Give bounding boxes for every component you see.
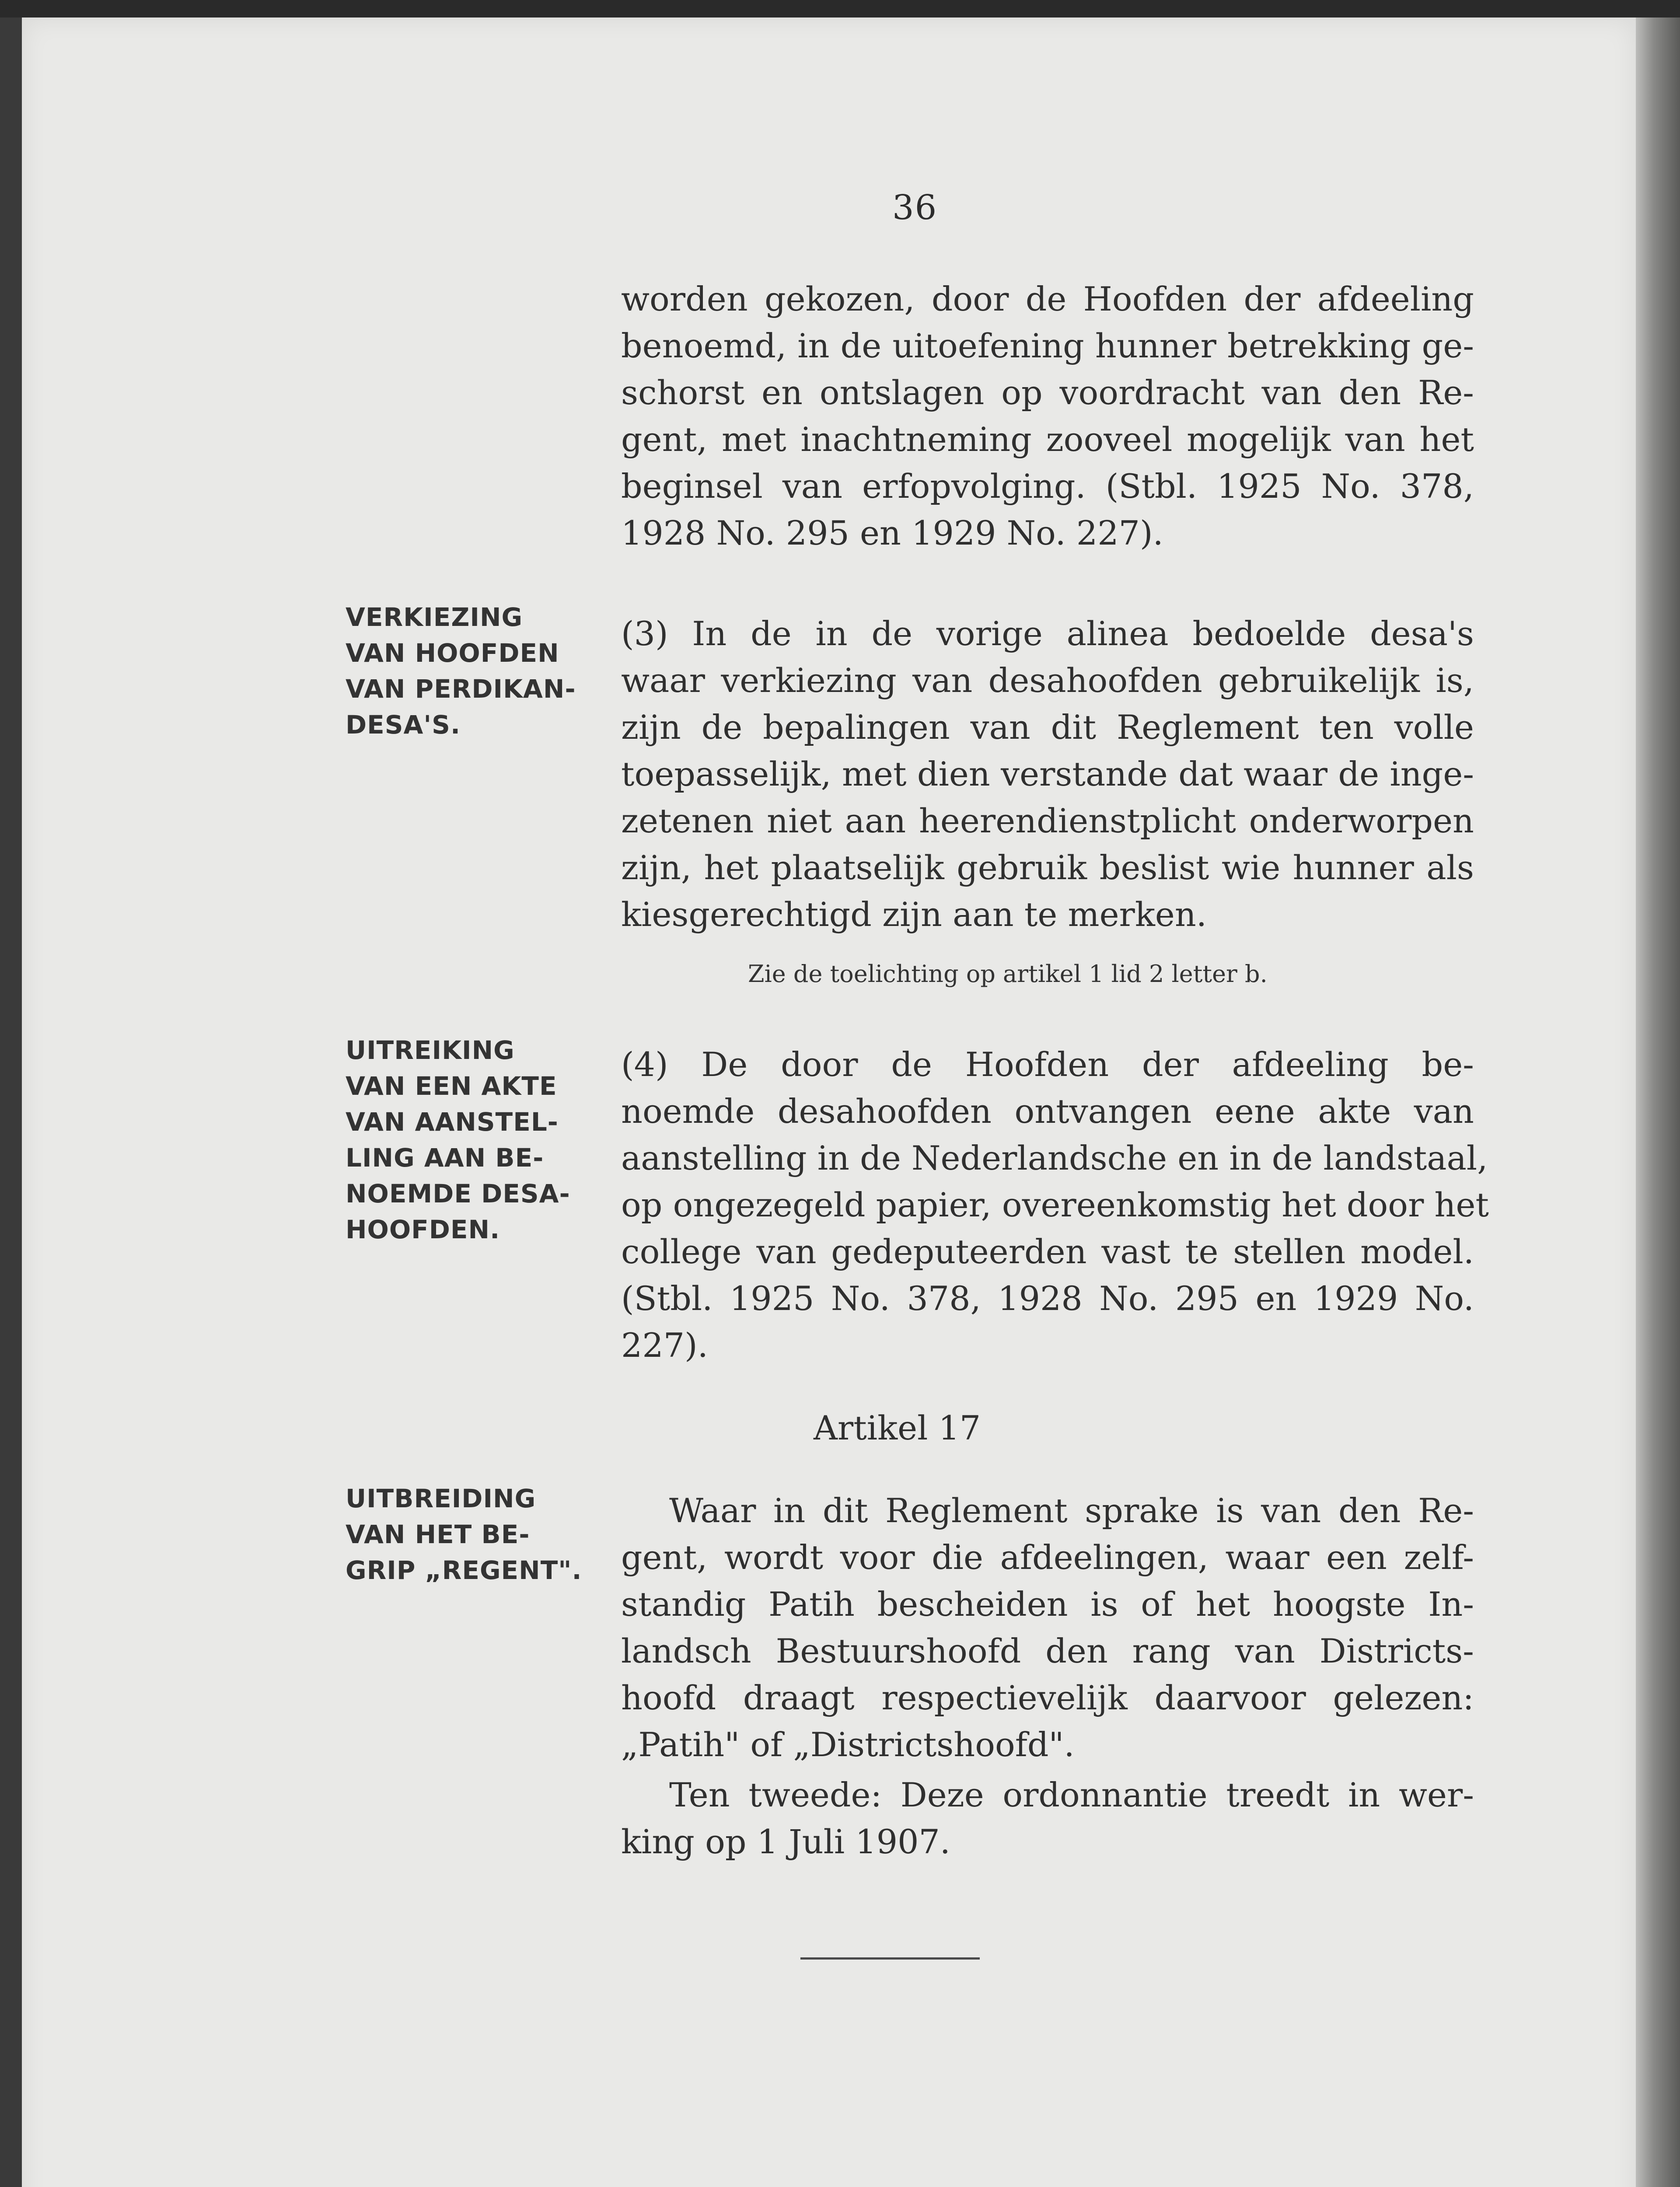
margin-note-line: VAN PERDIKAN-: [346, 674, 576, 704]
paragraph-4: [621, 1487, 1474, 1768]
margin-note-line: VAN HET BE-: [346, 1520, 530, 1549]
text-line: op ongezegeld papier, overeenkomstig het door het: [621, 1185, 1489, 1224]
paragraph-2: [621, 610, 1474, 938]
margin-note-line: GRIP „REGENT".: [346, 1555, 582, 1585]
text-line: worden gekozen, door de Hoofden der afdeeling: [621, 279, 1474, 318]
margin-note-line: VAN HOOFDEN: [346, 638, 559, 668]
margin-note-line: VAN EEN AKTE: [346, 1071, 557, 1101]
page-number: 36: [892, 188, 938, 227]
page-edge: [1636, 17, 1680, 2187]
margin-note-uitreiking: [346, 1032, 617, 1247]
text-line: schorst en ontslagen op voordracht van den Re-: [621, 373, 1474, 412]
text-line: gent, wordt voor die afdeelingen, waar een zelf-: [621, 1538, 1474, 1577]
end-rule: [800, 1957, 980, 1960]
text-line: toepasselijk, met dien verstande dat waar de inge-: [621, 755, 1474, 793]
margin-note-line: NOEMDE DESA-: [346, 1179, 570, 1209]
text-line: standig Patih bescheiden is of het hoogste In-: [621, 1585, 1474, 1624]
text-line: hoofd draagt respectievelijk daarvoor gelezen:: [621, 1678, 1474, 1717]
text-line: 1928 No. 295 en 1929 No. 227).: [621, 514, 1163, 552]
margin-note-line: VERKIEZING: [346, 602, 523, 632]
text-line: (4) De door de Hoofden der afdeeling be-: [621, 1045, 1474, 1084]
text-line: zijn de bepalingen van dit Reglement ten volle: [621, 708, 1474, 747]
text-line: kiesgerechtigd zijn aan te merken.: [621, 895, 1207, 934]
text-line: „Patih" of „Districtshoofd".: [621, 1725, 1075, 1764]
text-line: aanstelling in de Nederlandsche en in de landstaal,: [621, 1139, 1488, 1177]
text-line: (Stbl. 1925 No. 378, 1928 No. 295 en 1929 No.: [621, 1279, 1474, 1318]
text-line: zetenen niet aan heerendienstplicht onderworpen: [621, 801, 1474, 840]
margin-note-uitbreiding: [346, 1481, 617, 1588]
reference-note: Zie de toelichting op artikel 1 lid 2 letter b.: [748, 960, 1268, 988]
margin-note-line: UITBREIDING: [346, 1484, 536, 1513]
text-line: Waar in dit Reglement sprake is van den Re-: [669, 1491, 1474, 1530]
paragraph-5: [621, 1771, 1474, 1865]
text-line: beginsel van erfopvolging. (Stbl. 1925 No. 378,: [621, 467, 1474, 506]
text-line: college van gedeputeerden vast te stellen model.: [621, 1232, 1474, 1271]
margin-note-line: DESA'S.: [346, 710, 461, 740]
text-line: (3) In de in de vorige alinea bedoelde desa's: [621, 614, 1474, 653]
paragraph-1: [621, 276, 1474, 556]
text-line: gent, met inachtneming zooveel mogelijk van het: [621, 420, 1474, 459]
text-line: king op 1 Juli 1907.: [621, 1822, 950, 1861]
paragraph-3: [621, 1041, 1489, 1369]
margin-note-line: LING AAN BE-: [346, 1143, 544, 1173]
margin-note-line: HOOFDEN.: [346, 1215, 500, 1244]
margin-note-line: UITREIKING: [346, 1035, 515, 1065]
text-line: benoemd, in de uitoefening hunner betrekking ge-: [621, 326, 1474, 365]
margin-note-verkiezing: [346, 599, 617, 743]
text-line: waar verkiezing van desahoofden gebruikelijk is,: [621, 661, 1474, 700]
article-heading: Artikel 17: [814, 1408, 981, 1447]
text-line: noemde desahoofden ontvangen eene akte van: [621, 1092, 1474, 1131]
text-line: zijn, het plaatselijk gebruik beslist wie hunner als: [621, 848, 1474, 887]
margin-note-line: VAN AANSTEL-: [346, 1107, 559, 1137]
scan-top-border: [0, 0, 1680, 17]
text-line: landsch Bestuurshoofd den rang van Districts-: [621, 1632, 1474, 1670]
text-line: Ten tweede: Deze ordonnantie treedt in wer-: [669, 1775, 1474, 1814]
text-line: 227).: [621, 1326, 708, 1365]
